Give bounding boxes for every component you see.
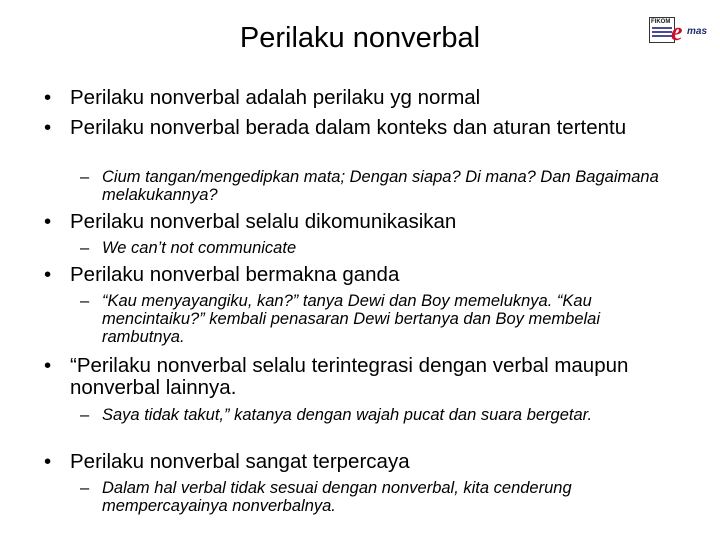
sub-bullet-text: “Kau menyayangiku, kan?” tanya Dewi dan Boy memeluknya. “Kau mencintaiku?” kembali penasaran Dewi bertanya dan Boy membelai rambutnya. bbox=[102, 292, 601, 346]
sub-bullet-marker: – bbox=[80, 292, 90, 310]
bullet-marker: • bbox=[44, 210, 52, 233]
e-letter-mark: e bbox=[671, 17, 683, 46]
bullet-text: Perilaku nonverbal berada dalam konteks dan aturan tertentu bbox=[70, 116, 627, 139]
sub-bullet-text: Saya tidak takut,” katanya dengan wajah pucat dan suara bergetar. bbox=[102, 406, 593, 424]
bullet-marker: • bbox=[44, 86, 52, 109]
bullet-text: Perilaku nonverbal bermakna ganda bbox=[70, 263, 400, 286]
logo-brand-text: mas bbox=[687, 26, 708, 37]
bullet-text: Perilaku nonverbal selalu dikomunikasikan bbox=[70, 210, 457, 233]
sub-bullet-marker: – bbox=[80, 239, 90, 257]
sub-bullet-text: Dalam hal verbal tidak sesuai dengan nonverbal, kita cenderung mempercayainya nonverbalnya. bbox=[102, 479, 572, 515]
bullet-text: Perilaku nonverbal sangat terpercaya bbox=[70, 450, 410, 473]
sub-bullet-marker: – bbox=[80, 406, 90, 424]
bullet-marker: • bbox=[44, 354, 52, 377]
sub-bullet-text: Cium tangan/mengedipkan mata; Dengan siapa? Di mana? Dan Bagaimana melakukannya? bbox=[102, 168, 659, 204]
bullet-marker: • bbox=[44, 263, 52, 286]
sub-bullet-marker: – bbox=[80, 168, 90, 186]
slide-title: Perilaku nonverbal bbox=[239, 22, 481, 54]
bullet-marker: • bbox=[44, 450, 52, 473]
sub-bullet-text: We can’t not communicate bbox=[102, 239, 297, 257]
sub-bullet-marker: – bbox=[80, 479, 90, 497]
bullet-marker: • bbox=[44, 116, 52, 139]
bullet-text: “Perilaku nonverbal selalu terintegrasi dengan verbal maupun nonverbal lainnya. bbox=[70, 354, 629, 399]
badge-text: FIKOM bbox=[651, 19, 671, 25]
bullet-text: Perilaku nonverbal adalah perilaku yg normal bbox=[70, 86, 481, 109]
